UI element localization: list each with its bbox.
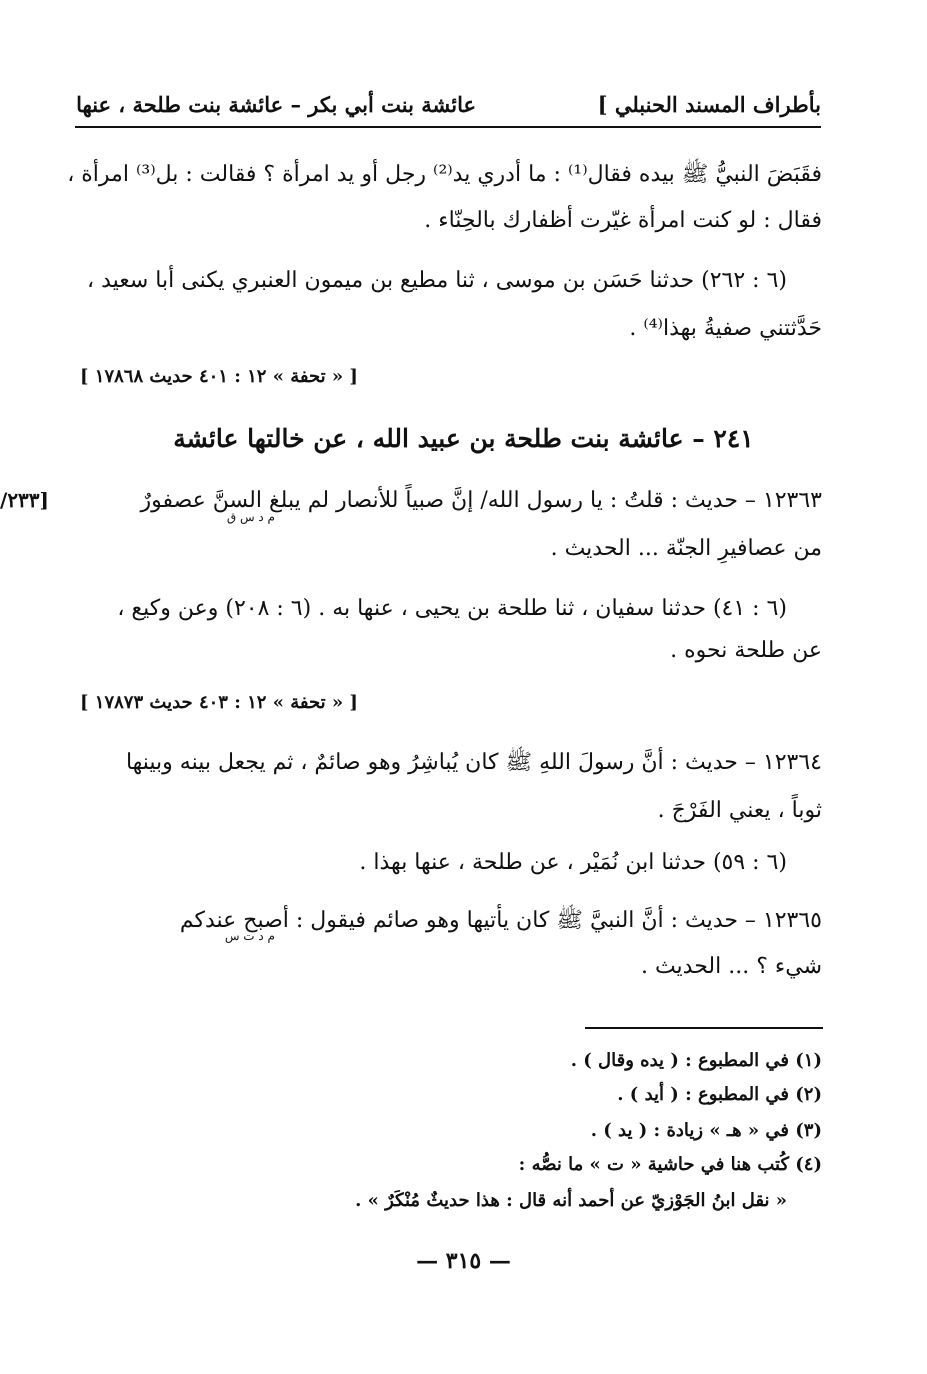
page-number: — ٣١٥ —	[416, 1248, 511, 1274]
isnad-line: (٦ : ٢٦٢) حدثنا حَسَن بن موسى ، ثنا مطيع بن ميمون العنبري يكنى أبا سعيد ،	[86, 268, 787, 293]
isnad-line: عن طلحة نحوه .	[670, 638, 822, 663]
footnote: (١) في المطبوع : ( يده وقال ) .	[570, 1050, 822, 1071]
footnote-rule	[585, 1027, 823, 1029]
margin-page-marker: [٢٣٣/	[0, 488, 50, 512]
hadith-line: من عصافيرِ الجنّة ... الحديث .	[550, 536, 822, 561]
header-chapter-title: عائشة بنت أبي بكر – عائشة بنت طلحة ، عنها	[76, 92, 476, 117]
footnote: (٤) كُتب هنا في حاشية « ت » ما نصُّه :	[518, 1154, 822, 1175]
hadith-line: ١٢٣٦٥ – حديث : أنَّ النبيَّ ﷺ كان يأتيها وهو صائم فيقول : أصبح عندكم	[179, 908, 822, 933]
header-book-title: بأطراف المسند الحنبلي ]	[597, 92, 821, 117]
isnad-line: (٦ : ٤١) حدثنا سفيان ، ثنا طلحة بن يحيى ، عنها به . (٦ : ٢٠٨) وعن وكيع ،	[117, 596, 787, 621]
running-header	[75, 88, 821, 122]
section-heading: ٢٤١ – عائشة بنت طلحة بن عبيد الله ، عن خالتها عائشة	[173, 424, 754, 453]
footnote: (٢) في المطبوع : ( أيد ) .	[617, 1084, 822, 1105]
tuhfa-reference: [ « تحفة » ١٢ : ٤٠٣ حديث ١٧٨٧٣ ]	[80, 692, 358, 713]
footnote: « نقل ابنُ الجَوْزيّ عن أحمد أنه قال : هذا حديثٌ مُنْكَرٌ » .	[355, 1190, 787, 1211]
isnad-line: (٦ : ٥٩) حدثنا ابن نُمَيْر ، عن طلحة ، عنها بهذا .	[359, 850, 787, 875]
footnote: (٣) في « هـ » زيادة : ( يد ) .	[590, 1120, 822, 1141]
isnad-line: حَدَّثتني صفيةُ بهذا⁽⁴⁾ .	[629, 316, 822, 341]
hadith-line: ثوباً ، يعني الفَرْجَ .	[657, 798, 822, 823]
hadith-line: شيء ؟ ... الحديث .	[640, 954, 822, 979]
tuhfa-reference: [ « تحفة » ١٢ : ٤٠١ حديث ١٧٨٦٨ ]	[80, 366, 358, 387]
text-line: فقَبَضَ النبيُّ ﷺ بيده فقال⁽¹⁾ : ما أدري يد⁽²⁾ رجل أو يد امرأة ؟ فقالت : بل⁽³⁾ امرأة ،	[67, 162, 822, 187]
header-rule	[75, 126, 821, 128]
hadith-line: ١٢٣٦٣ – حديث : قلتُ : يا رسول الله/ إنَّ صبياً للأنصار لم يبلغ السنَّ عصفورٌ	[140, 488, 822, 513]
hadith-sigla: م د ت س	[224, 929, 275, 943]
hadith-line: ١٢٣٦٤ – حديث : أنَّ رسولَ اللهِ ﷺ كان يُباشِرُ وهو صائمٌ ، ثم يجعل بينه وبينها	[125, 750, 822, 775]
text-line: فقال : لو كنت امرأة غيّرت أظفارك بالحِنّاء .	[424, 208, 822, 233]
hadith-sigla: م د س ق	[226, 510, 275, 524]
